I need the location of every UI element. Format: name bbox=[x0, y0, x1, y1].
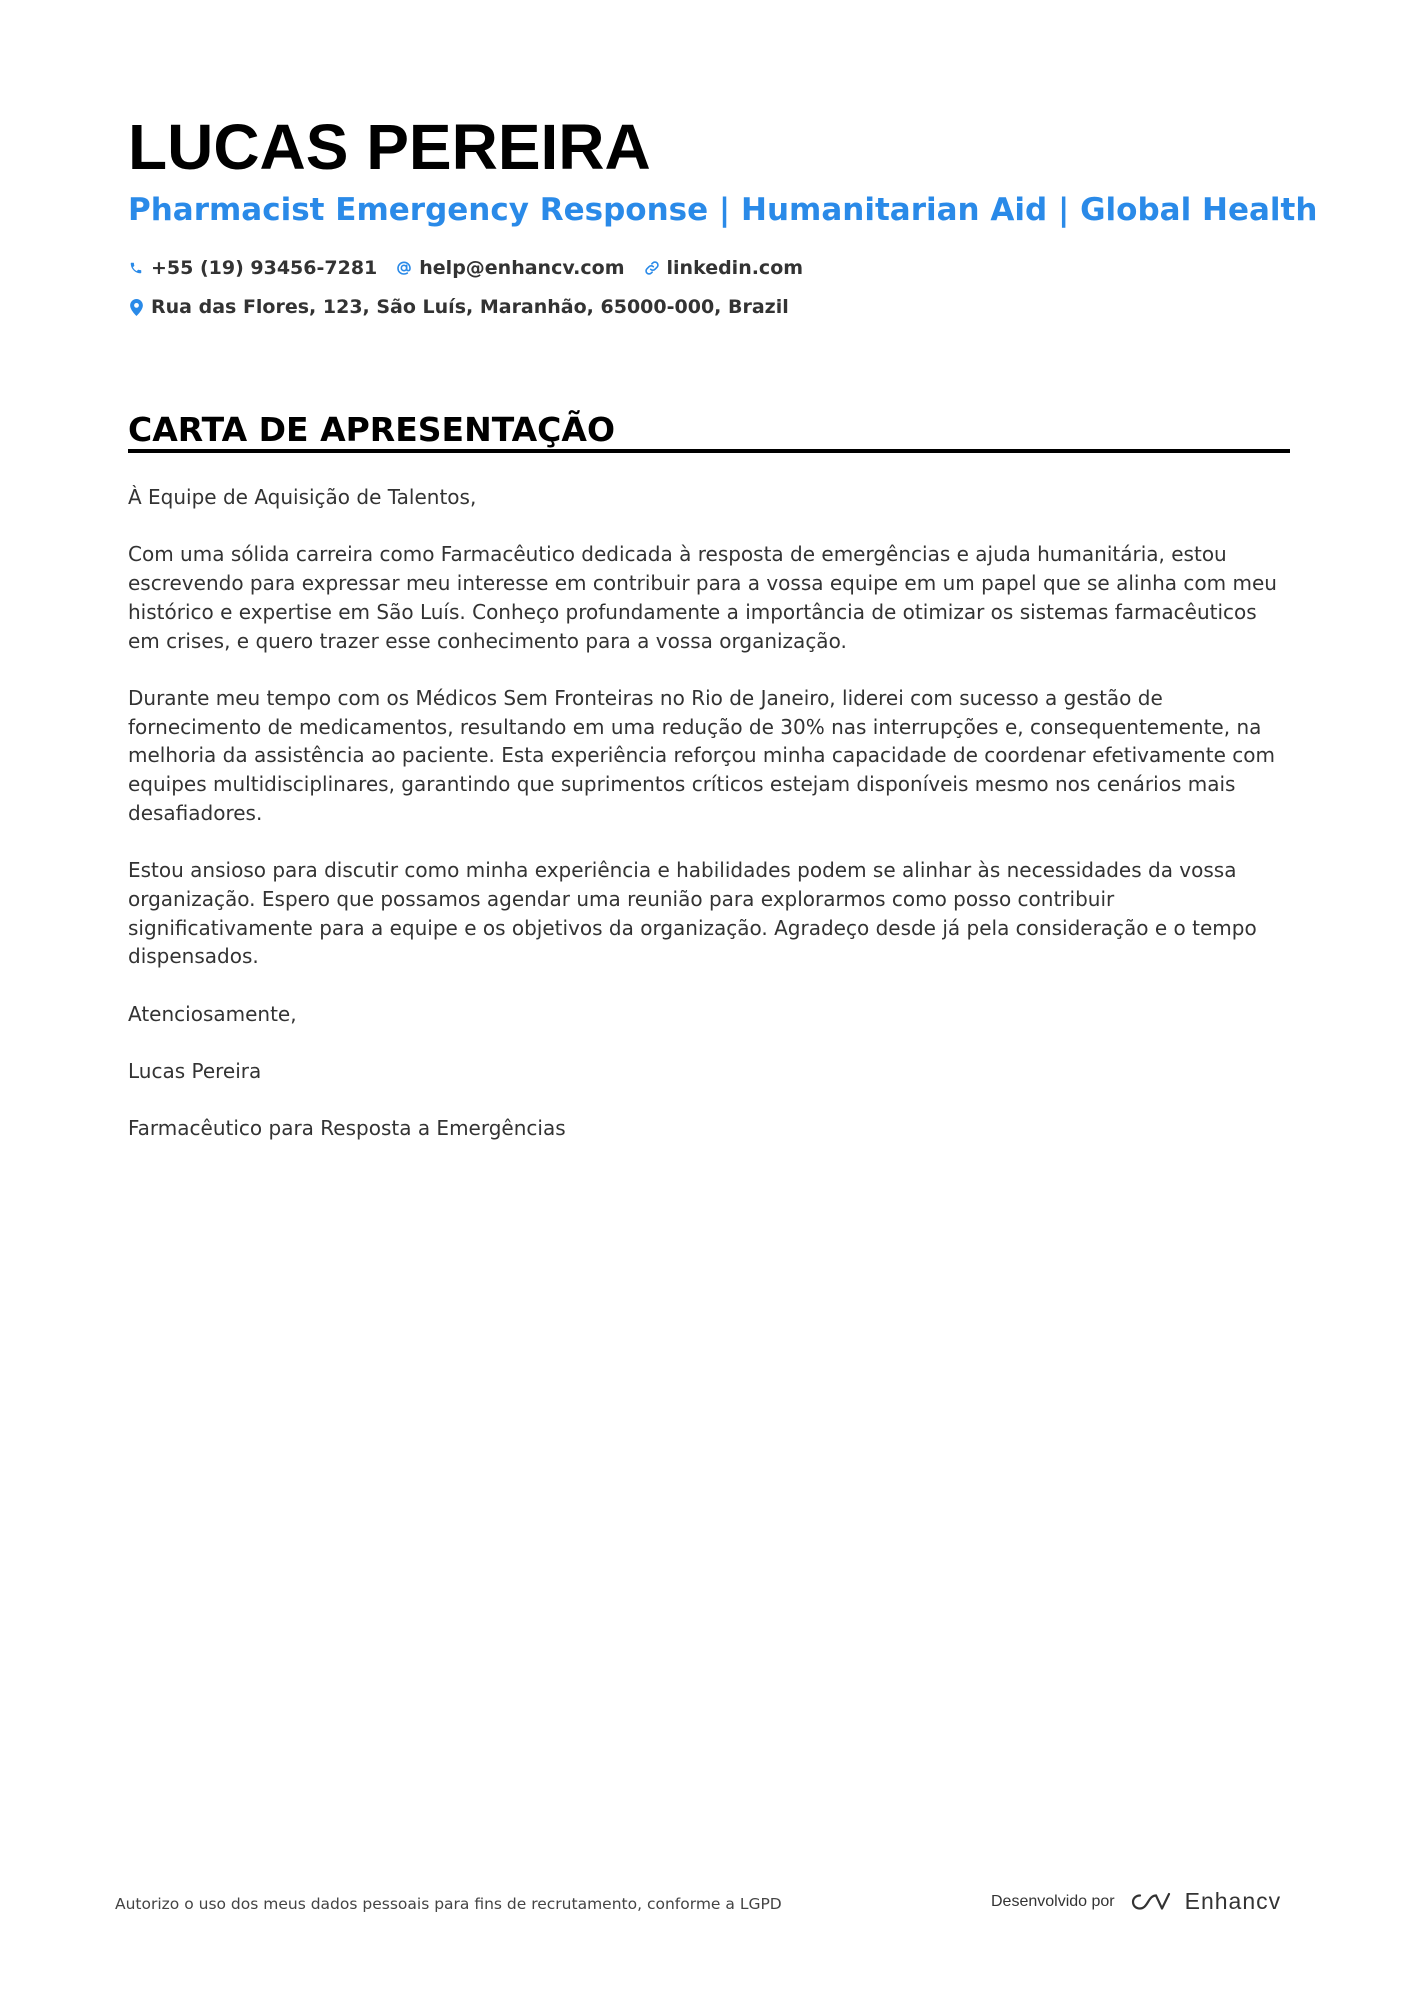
linkedin-link[interactable]: linkedin.com bbox=[666, 257, 804, 279]
letter-paragraph: Durante meu tempo com os Médicos Sem Fronteiras no Rio de Janeiro, liderei com sucesso a gestão de fornecimento de medicamentos, resultando em uma redução de 30% nas interrupções e, consequentemente, na melhoria da assistência ao paciente. Esta experiência reforçou minha capacidade de coordenar efetivamente com equipes multidisciplinares, garantindo que suprimentos críticos estejam disponíveis mesmo nos cenários mais desafiadores. bbox=[128, 685, 1275, 825]
location-pin-icon bbox=[128, 298, 144, 316]
contact-address bbox=[128, 294, 789, 320]
phone-icon bbox=[128, 259, 144, 277]
phone-number: +55 (19) 93456-7281 bbox=[151, 257, 378, 279]
brand-name: Enhancv bbox=[1184, 1888, 1282, 1914]
section-title: CARTA DE APRESENTAÇÃO bbox=[128, 410, 615, 449]
contact-row-address bbox=[128, 294, 808, 320]
contact-email[interactable] bbox=[396, 255, 624, 281]
letter-salutation: À Equipe de Aquisição de Talentos, bbox=[128, 485, 477, 509]
section-divider bbox=[128, 449, 1290, 453]
contact-phone bbox=[128, 255, 377, 281]
candidate-name: LUCAS PEREIRA bbox=[128, 111, 651, 183]
footer-consent: Autorizo o uso dos meus dados pessoais para fins de recrutamento, conforme a LGPD bbox=[115, 1895, 782, 1913]
link-icon bbox=[644, 259, 660, 277]
contact-linkedin[interactable] bbox=[644, 255, 804, 281]
letter-paragraph: Com uma sólida carreira como Farmacêutico dedicada à resposta de emergências e ajuda humanitária, estou escrevendo para expressar meu interesse em contribuir para a vossa equipe em um papel que se alinha com meu histórico e expertise em São Luís. Conheço profundamente a importância de otimizar os sistemas farmacêuticos em crises, e quero trazer esse conhecimento para a vossa organização. bbox=[128, 542, 1277, 653]
email-address[interactable]: help@enhancv.com bbox=[419, 257, 625, 279]
candidate-headline: Pharmacist Emergency Response | Humanitarian Aid | Global Health bbox=[128, 192, 1318, 228]
contact-row-primary bbox=[128, 255, 822, 281]
powered-by-label: Desenvolvido por bbox=[991, 1892, 1115, 1910]
signature-name: Lucas Pereira bbox=[128, 1058, 262, 1083]
signature-title: Farmacêutico para Resposta a Emergências bbox=[128, 1116, 566, 1141]
enhancv-logo-icon bbox=[1127, 1890, 1173, 1914]
letter-body bbox=[128, 483, 1290, 1172]
at-icon bbox=[396, 259, 412, 277]
footer-branding[interactable] bbox=[991, 1888, 1281, 1915]
letter-closing: Atenciosamente, bbox=[128, 1001, 297, 1026]
letter-paragraph: Estou ansioso para discutir como minha experiência e habilidades podem se alinhar às necessidades da vossa organização. Espero que possamos agendar uma reunião para explorarmos como posso contribuir significativamente para a equipe e os objetivos da organização. Agradeço desde já pela consideração e o tempo dispensados. bbox=[128, 858, 1257, 969]
address-text: Rua das Flores, 123, São Luís, Maranhão, 65000-000, Brazil bbox=[151, 296, 789, 318]
